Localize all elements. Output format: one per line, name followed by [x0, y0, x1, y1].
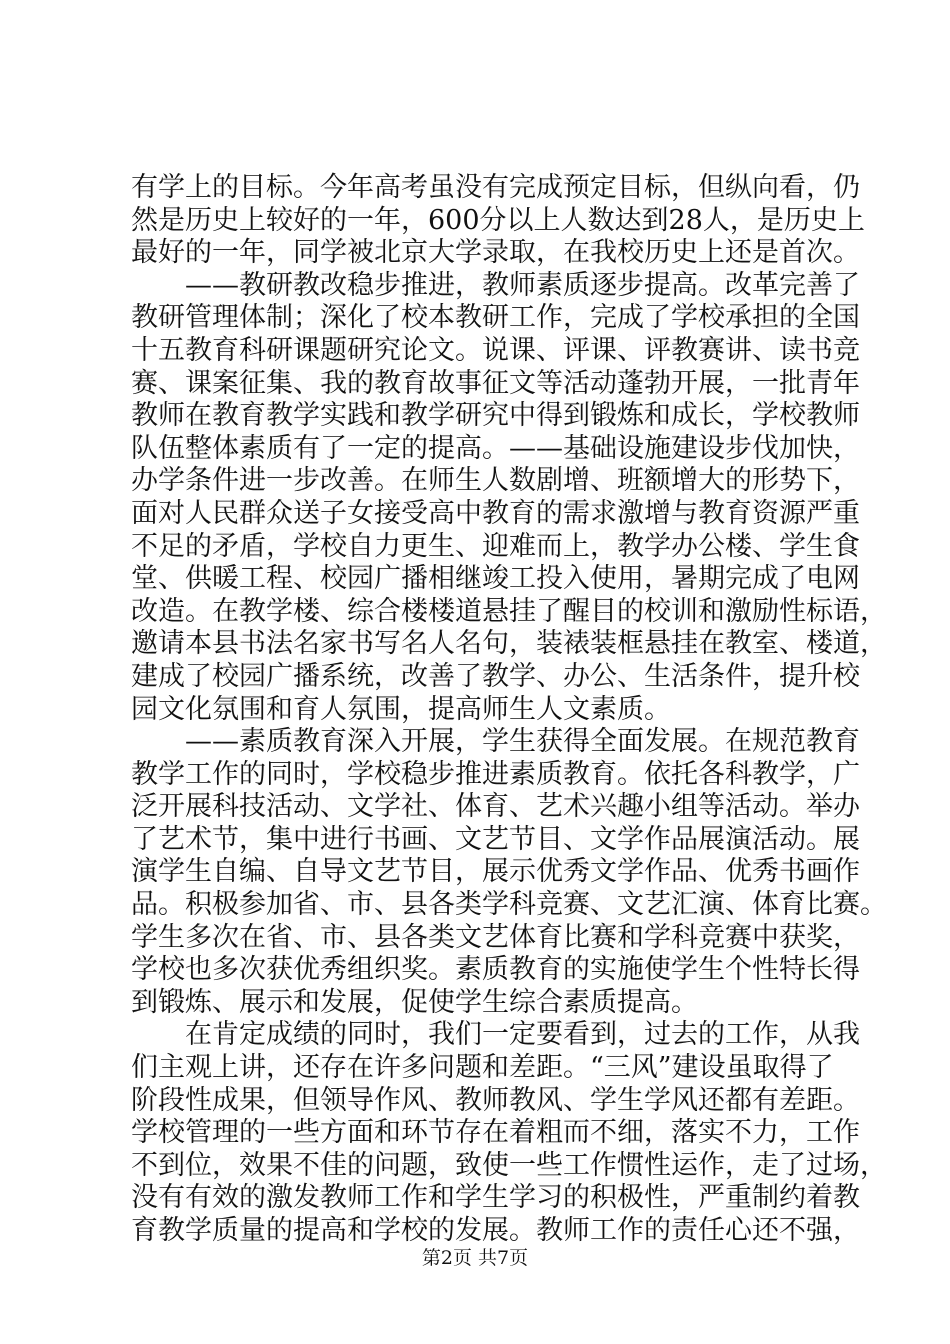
paragraph-start-line: ——素质教育深入开展，学生获得全面发展。在规范教育 [185, 726, 860, 758]
text-line: 邀请本县书法名家书写名人名句，装裱装框悬挂在教室、楼道， [131, 628, 887, 660]
text-line: 教研管理体制；深化了校本教研工作，完成了学校承担的全国 [131, 302, 860, 334]
text-line: 十五教育科研课题研究论文。说课、评课、评教赛讲、读书竞 [131, 334, 860, 366]
text-line: 育教学质量的提高和学校的发展。教师工作的责任心还不强， [131, 1215, 860, 1246]
text-line: 学校也多次获优秀组织奖。素质教育的实施使学生个性特长得 [131, 954, 860, 986]
text-line: 园文化氛围和育人氛围，提高师生人文素质。 [131, 693, 671, 725]
text-line: 建成了校园广播系统，改善了教学、办公、生活条件，提升校 [131, 660, 860, 692]
text-line: 队伍整体素质有了一定的提高。——基础设施建设步伐加快， [131, 432, 860, 464]
text-line: 有学上的目标。今年高考虽没有完成预定目标，但纵向看，仍 [131, 172, 860, 203]
text-line: 学生多次在省、市、县各类文艺体育比赛和学科竞赛中获奖， [131, 921, 860, 953]
text-line: 品。积极参加省、市、县各类学科竞赛、文艺汇演、体育比赛。 [131, 889, 887, 921]
text-line: 赛、课案征集、我的教育故事征文等活动蓬勃开展，一批青年 [131, 367, 860, 399]
text-line: 堂、供暖工程、校园广播相继竣工投入使用，暑期完成了电网 [131, 563, 860, 595]
text-line: 最好的一年，同学被北京大学录取，在我校历史上还是首次。 [131, 237, 860, 269]
text-line: 办学条件进一步改善。在师生人数剧增、班额增大的形势下， [131, 465, 860, 497]
document-body [131, 172, 887, 1248]
text-line: 没有有效的激发教师工作和学生学习的积极性，严重制约着教 [131, 1182, 860, 1214]
text-line: 学校管理的一些方面和环节存在着粗而不细，落实不力，工作 [131, 1117, 860, 1149]
text-line: 们主观上讲，还存在许多问题和差距。“三风”建设虽取得了 [131, 1052, 834, 1084]
text-line: 教师在教育教学实践和教学研究中得到锻炼和成长，学校教师 [131, 400, 860, 432]
text-line: 面对人民群众送子女接受高中教育的需求激增与教育资源严重 [131, 497, 860, 529]
text-line: 改造。在教学楼、综合楼楼道悬挂了醒目的校训和激励性标语， [131, 595, 887, 627]
text-line: 了艺术节，集中进行书画、文艺节目、文学作品展演活动。展 [131, 823, 860, 855]
text-line: 不到位，效果不佳的问题，致使一些工作惯性运作，走了过场， [131, 1149, 887, 1181]
text-line: 不足的矛盾，学校自力更生、迎难而上，教学办公楼、学生食 [131, 530, 860, 562]
text-line: 演学生自编、自导文艺节目，展示优秀文学作品、优秀书画作 [131, 856, 860, 888]
text-line: 泛开展科技活动、文学社、体育、艺术兴趣小组等活动。举办 [131, 791, 860, 823]
paragraph-start-line: 在肯定成绩的同时，我们一定要看到，过去的工作，从我 [185, 1019, 860, 1051]
text-line: 到锻炼、展示和发展，促使学生综合素质提高。 [131, 986, 698, 1018]
paragraph-start-line: ——教研教改稳步推进，教师素质逐步提高。改革完善了 [185, 269, 860, 301]
text-line: 然是历史上较好的一年，600分以上人数达到28人，是历史上 [131, 204, 865, 236]
text-line: 教学工作的同时，学校稳步推进素质教育。依托各科教学，广 [131, 758, 860, 790]
text-line: 阶段性成果，但领导作风、教师教风、学生学风还都有差距。 [131, 1084, 860, 1116]
page-number-footer: 第2页 共7页 [421, 1247, 529, 1269]
